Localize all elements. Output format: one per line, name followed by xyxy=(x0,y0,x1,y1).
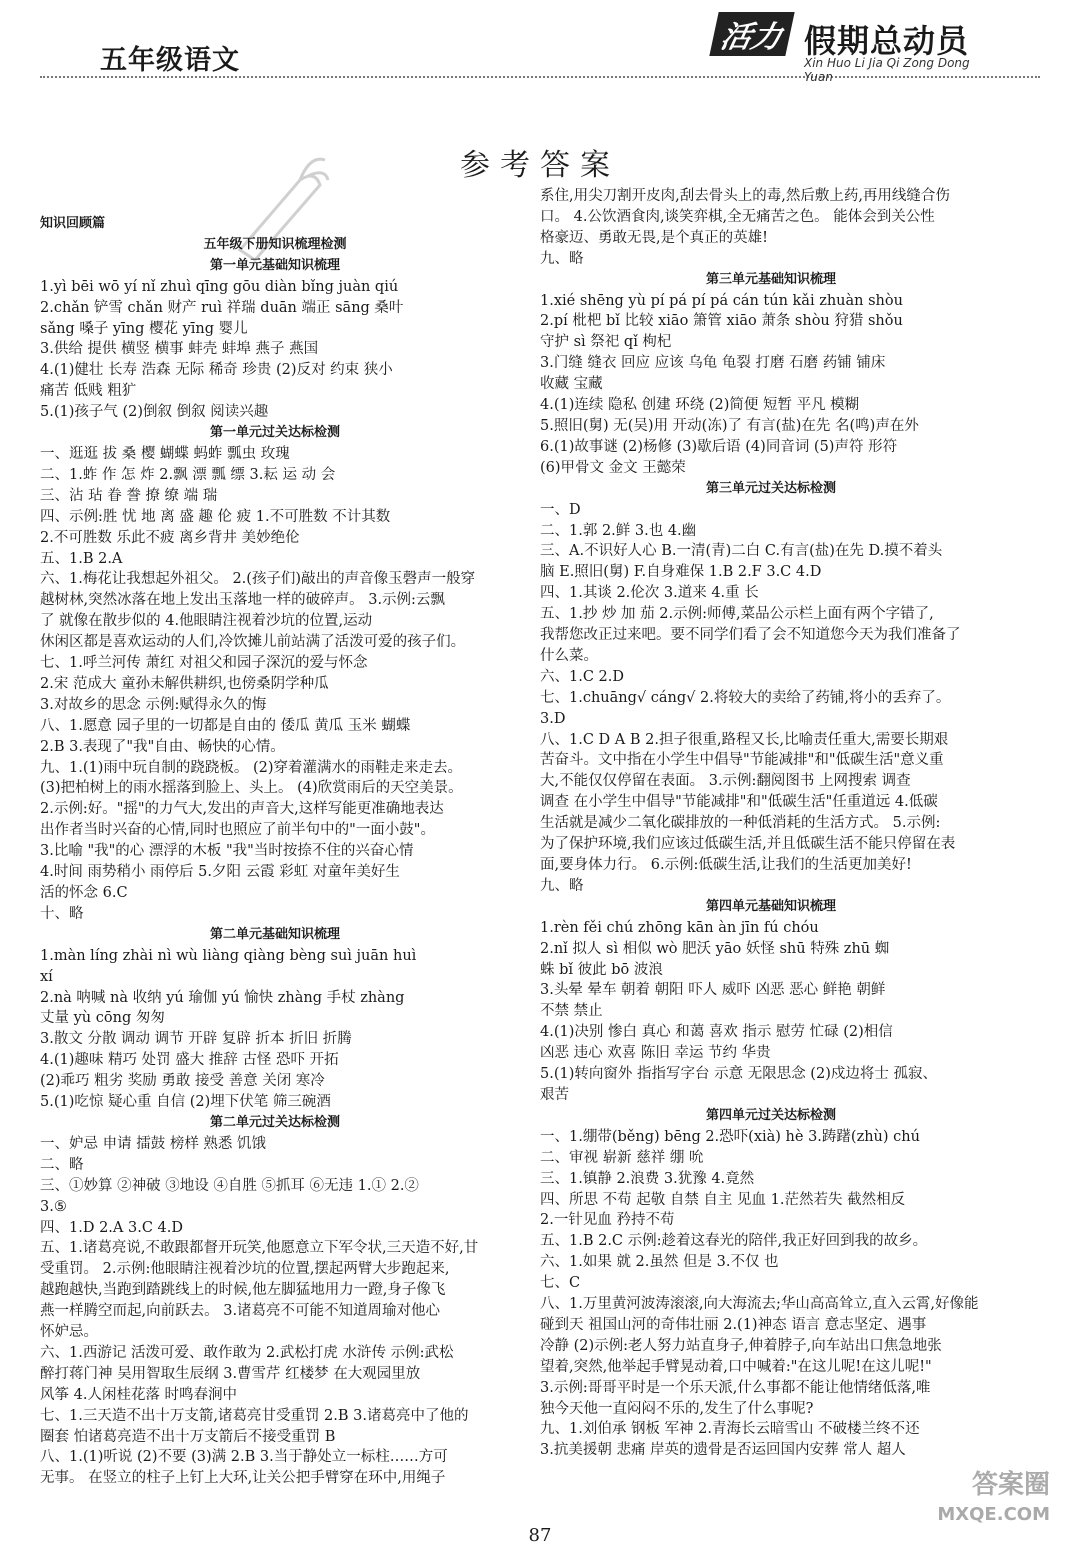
section-heading: 第四单元过关达标检测 xyxy=(705,1107,836,1123)
answer-line: 1.màn líng zhài nì wù liàng qiàng bèng suì juān huì xyxy=(40,947,417,964)
part-heading: 知识回顾篇 xyxy=(40,216,106,231)
answer-line: 不禁 禁止 xyxy=(540,1003,603,1020)
answer-line: 3.比喻 "我"的心 漂浮的木板 "我"当时按捺不住的兴奋心情 xyxy=(40,843,414,860)
answer-line: 我帮您改正过来吧。要不同学们看了会不知道您今天为我们准备了 xyxy=(540,627,961,644)
answer-line: 无事。 在竖立的柱子上钉上大环,让关公把手臂穿在环中,用绳子 xyxy=(40,1470,446,1487)
answer-line: 怀妒忌。 xyxy=(40,1324,98,1341)
answer-line: 六、1.梅花让我想起外祖父。 2.(孩子们)敲出的声音像玉磬声一般穿 xyxy=(40,571,476,588)
section-heading: 第一单元基础知识梳理 xyxy=(209,257,340,273)
answer-line: 4.(1)健壮 长寿 浩森 无际 稀奇 珍贵 (2)反对 约束 狭小 xyxy=(40,362,393,379)
answer-line: 四、所思 不苟 起敬 自禁 自主 见血 1.茫然若失 截然相反 xyxy=(540,1191,906,1208)
answer-line: 八、1.万里黄河波涛滚滚,向大海流去;华山高高耸立,直入云霄,好像能 xyxy=(540,1296,979,1313)
answer-line: 五、1.诸葛亮说,不敢跟都督开玩笑,他愿意立下军令状,三天造不好,甘 xyxy=(40,1240,479,1257)
answer-line: (6)甲骨文 金文 王懿荣 xyxy=(540,459,686,476)
answer-line: 大,不能仅仅停留在表面。 3.示例:翻阅图书 上网搜索 调查 xyxy=(540,773,911,790)
answer-line: 收藏 宝藏 xyxy=(540,376,603,393)
answer-line: 受重罚。 2.示例:他眼睛注视着沙坑的位置,摆起两臂大步跑起来, xyxy=(40,1261,450,1278)
answer-line: 独今天他一直闷闷不乐的,发生了什么事呢? xyxy=(540,1400,814,1417)
answer-line: 生活就是减少二氧化碳排放的一种低消耗的生活方式。 5.示例: xyxy=(540,815,941,832)
answer-line: 休闲区都是喜欢运动的人们,冷饮摊儿前站满了活泼可爱的孩子们。 xyxy=(40,634,466,651)
answer-line: 三、1.镇静 2.浪费 3.犹豫 4.竟然 xyxy=(540,1170,755,1187)
answer-line: 3.D xyxy=(540,710,566,727)
answer-line: 六、1.如果 就 2.虽然 但是 3.不仅 也 xyxy=(540,1254,779,1271)
answer-line: 醉打蒋门神 吴用智取生辰纲 3.曹雪芹 红楼梦 在大观园里放 xyxy=(40,1365,421,1382)
answer-line: 一、妒忌 申请 擂鼓 榜样 熟悉 饥饿 xyxy=(40,1135,267,1152)
answer-line: 2.chǎn 铲雪 chǎn 财产 ruì 祥瑞 duān 端正 sāng 桑叶 xyxy=(40,299,404,316)
answer-line: 系住,用尖刀割开皮肉,刮去骨头上的毒,然后敷上药,再用线缝合伤 xyxy=(540,188,950,204)
answer-line: 3.头晕 晕车 朝着 朝阳 吓人 威吓 凶恶 恶心 鲜艳 朝鲜 xyxy=(540,982,886,999)
answer-line: 2.nà 呐喊 nà 收纳 yú 瑜伽 yú 愉快 zhàng 手杖 zhàng xyxy=(40,989,405,1006)
section-heading: 五年级下册知识梳理检测 xyxy=(203,236,347,252)
answer-line: 3.抗美援朝 悲痛 岸英的遗骨是否运回国内安葬 常人 超人 xyxy=(540,1442,906,1459)
answer-line: 了 就像在散步似的 4.他眼睛注视着沙坑的位置,运动 xyxy=(40,613,373,630)
answer-line: 六、1.西游记 活泼可爱、敢作敢为 2.武松打虎 水浒传 示例:武松 xyxy=(40,1344,454,1361)
answer-line: 1.rèn fěi chú zhōng kān àn jīn fú chóu xyxy=(540,919,819,936)
answer-line: 4.时间 雨势稍小 雨停后 5.夕阳 云霞 彩虹 对童年美好生 xyxy=(40,864,400,881)
brand-mark: 活力 xyxy=(709,12,794,56)
answer-line: 脑 E.照旧(舅) F.自身难保 1.B 2.F 3.C 4.D xyxy=(540,564,822,581)
answer-line: 七、1.呼兰河传 萧红 对祖父和园子深沉的爱与怀念 xyxy=(40,655,368,672)
brand-title: 假期总动员 xyxy=(804,22,970,60)
answer-line: 1.xié shēng yù pí pá pí pá cán tún kǎi zhuàn shòu xyxy=(540,292,903,309)
answer-line: 苦奋斗。文中指在小学生中倡导"节能减排"和"低碳生活"意义重 xyxy=(540,752,944,769)
answer-line: 八、1.(1)听说 (2)不要 (3)满 2.B 3.当于静处立一标柱……方可 xyxy=(40,1449,448,1466)
answer-line: 一、1.绷带(běng) bēng 2.恐吓(xià) hè 3.踌躇(zhù) chú xyxy=(540,1128,920,1145)
answer-line: 为了保护环境,我们应该过低碳生活,并且低碳生活不能只停留在表 xyxy=(540,836,956,853)
answer-line: 碰到天 祖国山河的奇伟壮丽 2.(1)神态 语言 意志坚定、遇事 xyxy=(540,1316,927,1333)
answer-line: 4.(1)连续 隐私 创建 环绕 (2)简便 短暂 平凡 模糊 xyxy=(540,397,860,414)
answer-line: (2)乖巧 粗劣 奖励 勇敢 接受 善意 关闭 寒冷 xyxy=(40,1073,325,1090)
answer-line: 痛苦 低贱 粗犷 xyxy=(40,383,137,400)
watermark-url: MXQE.COM xyxy=(937,1504,1050,1525)
answer-line: 三、A.不识好人心 B.一清(青)二白 C.有言(盐)在先 D.摸不着头 xyxy=(540,543,943,560)
answer-line: 越树林,突然冰落在地上发出玉落地一样的破碎声。 3.示例:云飘 xyxy=(40,592,445,609)
answer-line: 一、D xyxy=(540,501,581,518)
answer-line: 七、1.chuāng√ cáng√ 2.将较大的卖给了药铺,将小的丢弃了。 xyxy=(540,689,951,706)
watermark-text: 答案圈 xyxy=(971,1470,1050,1500)
answer-line: 2.pí 枇杷 bǐ 比较 xiāo 箫管 xiāo 萧条 shòu 狩猎 shǒu xyxy=(540,313,903,330)
answer-line: 一、逛逛 拔 桑 樱 蝴蝶 蚂蚱 瓢虫 玫瑰 xyxy=(40,445,290,462)
answer-line: 四、示例:胜 忧 地 离 盛 趣 伦 疲 1.不可胜数 不计其数 xyxy=(40,508,391,525)
answer-line: 七、C xyxy=(540,1275,581,1292)
answer-line: 圈套 怕诸葛亮造不出十万支箭后不接受重罚 B xyxy=(40,1428,336,1445)
answer-line: sǎng 嗓子 yīng 樱花 yīng 婴儿 xyxy=(40,320,248,337)
answer-line: 九、略 xyxy=(540,877,584,894)
section-heading: 第一单元过关达标检测 xyxy=(209,425,340,441)
watermark xyxy=(937,1470,1050,1530)
answer-line: 4.(1)趣味 精巧 处罚 盛大 推辞 古怪 恐吓 开拓 xyxy=(40,1052,339,1069)
section-heading: 第三单元基础知识梳理 xyxy=(705,271,836,287)
answer-line: 3.⑤ xyxy=(40,1198,67,1215)
answer-line: 5.照旧(舅) 无(吴)用 开动(冻)了 有言(盐)在先 名(鸣)声在外 xyxy=(540,417,919,434)
section-heading: 第二单元基础知识梳理 xyxy=(209,926,340,942)
answer-line: 蛛 bǐ 彼此 bō 波浪 xyxy=(540,961,663,978)
answer-line: 五、1.B 2.C 示例:趁着这春光的陪伴,我正好回到我的故乡。 xyxy=(540,1233,928,1250)
answer-line: 调查 在小学生中倡导"节能减排"和"低碳生活"任重道远 4.低碳 xyxy=(540,794,938,811)
answer-line: 二、略 xyxy=(40,1156,84,1173)
answer-line: 三、①妙算 ②神破 ③地设 ④自胜 ⑤抓耳 ⑥无违 1.① 2.② xyxy=(40,1177,419,1194)
answer-line: 2.示例:好。"摇"的力气大,发出的声音大,这样写能更准确地表达 xyxy=(40,801,444,818)
answer-line: 越跑越快,当跑到踏跳线上的时候,他左脚猛地用力一蹬,身子像飞 xyxy=(40,1282,446,1299)
answer-line: 3.对故乡的思念 示例:赋得永久的悔 xyxy=(40,696,267,713)
header-left-title: 五年级语文 xyxy=(100,45,240,76)
answer-line: 5.(1)吃惊 疑心重 自信 (2)埋下伏笔 筛三碗酒 xyxy=(40,1094,331,1111)
answer-line: 3.示例:哥哥平时是一个乐天派,什么事都不能让他情绪低落,唯 xyxy=(540,1379,931,1396)
answer-line: 3.门缝 缝衣 回应 应该 乌龟 龟裂 打磨 石磨 药铺 铺床 xyxy=(540,355,886,372)
answer-line: 六、1.C 2.D xyxy=(540,668,624,685)
answer-line: 艰苦 xyxy=(540,1086,569,1103)
answer-line: 5.(1)孩子气 (2)倒叙 倒叙 阅读兴趣 xyxy=(40,404,269,421)
answer-line: 出作者当时兴奋的心情,同时也照应了前半句中的"一面小鼓"。 xyxy=(40,822,435,839)
answer-line: 望着,突然,他举起手臂晃动着,口中喊着:"在这儿呢!在这儿呢!" xyxy=(540,1358,932,1375)
section-heading: 第四单元基础知识梳理 xyxy=(705,898,836,914)
answer-line: 凶恶 违心 欢喜 陈旧 幸运 节约 华贵 xyxy=(540,1045,771,1062)
page-number: 87 xyxy=(528,1525,552,1546)
answer-line: 七、1.三天造不出十万支箭,诸葛亮甘受重罚 2.B 3.诸葛亮中了他的 xyxy=(40,1407,469,1424)
answer-line: 2.nǐ 拟人 sì 相似 wò 肥沃 yāo 妖怪 shū 特殊 zhū 蜘 xyxy=(540,940,890,957)
answer-line: 八、1.愿意 园子里的一切都是自由的 倭瓜 黄瓜 玉米 蝴蝶 xyxy=(40,717,411,734)
answer-line: 燕一样腾空而起,向前跃去。 3.诸葛亮不可能不知道周瑜对他心 xyxy=(40,1303,441,1320)
answer-line: 格豪迈、勇敢无畏,是个真正的英雄! xyxy=(540,229,768,246)
left-column xyxy=(40,214,510,1489)
answer-line: 十、略 xyxy=(40,905,84,922)
answer-line: 九、1.(1)雨中玩自制的跷跷板。 (2)穿着灌满水的雨鞋走来走去。 xyxy=(40,759,463,776)
brand-logo xyxy=(700,8,1000,84)
answer-line: 风筝 4.人闲桂花落 时鸣春涧中 xyxy=(40,1386,238,1403)
answer-line: 2.B 3.表现了"我"自由、畅快的心情。 xyxy=(40,738,285,755)
answer-line: 面,要身体力行。 6.示例:低碳生活,让我们的生活更加美好! xyxy=(540,857,912,873)
answer-line: 九、略 xyxy=(540,250,584,267)
answer-line: 3.供给 提供 横竖 横事 蚌壳 蚌埠 燕子 燕国 xyxy=(40,341,319,358)
answer-line: 2.一针见血 矜持不苟 xyxy=(540,1212,675,1229)
answer-line: 四、1.D 2.A 3.C 4.D xyxy=(40,1219,183,1236)
answer-line: 口。 4.公饮酒食肉,谈笑弈棋,全无痛苦之色。 能体会到关公性 xyxy=(540,208,935,225)
answer-line: 二、1.蚱 作 怎 炸 2.飘 漂 瓢 缥 3.耘 运 动 会 xyxy=(40,466,336,483)
answer-line: 三、沾 玷 眷 誊 撩 缭 端 瑞 xyxy=(40,487,218,504)
answer-line: 八、1.C D A B 2.担子很重,路程又长,比喻责任重大,需要长期艰 xyxy=(540,731,949,748)
answer-line: 3.散文 分散 调动 调节 开辟 复辟 折本 折旧 折腾 xyxy=(40,1031,352,1048)
answer-line: 五、1.B 2.A xyxy=(40,550,123,567)
answer-line: 冷静 (2)示例:老人努力站直身子,伸着脖子,向车站出口焦急地张 xyxy=(540,1337,942,1354)
answer-line: 活的怀念 6.C xyxy=(40,885,128,901)
answer-line: 5.(1)转向窗外 指指写字台 示意 无限思念 (2)戍边将士 孤寂、 xyxy=(540,1066,937,1083)
answer-line: (3)把柏树上的雨水摇落到脸上、头上。 (4)欣赏雨后的天空美景。 xyxy=(40,780,463,797)
answer-line: 四、1.其谈 2.伦次 3.道来 4.重 长 xyxy=(540,585,759,602)
brand-subtitle: Xin Huo Li Jia Qi Zong Dong Yuan xyxy=(804,56,970,84)
answer-line: 二、1.郭 2.鲜 3.也 4.幽 xyxy=(540,522,697,539)
answer-line: 二、审视 崭新 慈祥 绷 吮 xyxy=(540,1149,704,1166)
answer-line: 什么菜。 xyxy=(540,647,598,664)
answer-line: 1.yì bēi wō yí nǐ zhuì qīng gōu diàn bǐng juàn qiú xyxy=(40,278,399,295)
answer-line: 6.(1)故事谜 (2)杨修 (3)歇后语 (4)同音词 (5)声符 形符 xyxy=(540,438,898,455)
answer-line: 守护 sì 祭祀 qǐ 枸杞 xyxy=(540,334,672,351)
section-heading: 第二单元过关达标检测 xyxy=(209,1114,340,1130)
answer-line: 丈量 yù cōng 匆匆 xyxy=(40,1010,165,1027)
page-title: 参考答案 xyxy=(460,148,620,183)
answer-line: xí xyxy=(40,968,53,985)
answer-line: 2.宋 范成大 童孙未解供耕织,也傍桑阴学种瓜 xyxy=(40,675,329,692)
answer-line: 4.(1)决别 惨白 真心 和蔼 喜欢 指示 慰劳 忙碌 (2)相信 xyxy=(540,1024,893,1041)
answer-line: 2.不可胜数 乐此不疲 离乡背井 美妙绝伦 xyxy=(40,529,300,546)
answer-line: 五、1.抄 炒 加 茄 2.示例:师傅,菜品公示栏上面有两个字错了, xyxy=(540,606,934,623)
answer-line: 九、1.刘伯承 钢板 军神 2.青海长云暗雪山 不破楼兰终不还 xyxy=(540,1421,920,1438)
right-column xyxy=(540,186,1002,1461)
section-heading: 第三单元过关达标检测 xyxy=(705,480,836,496)
